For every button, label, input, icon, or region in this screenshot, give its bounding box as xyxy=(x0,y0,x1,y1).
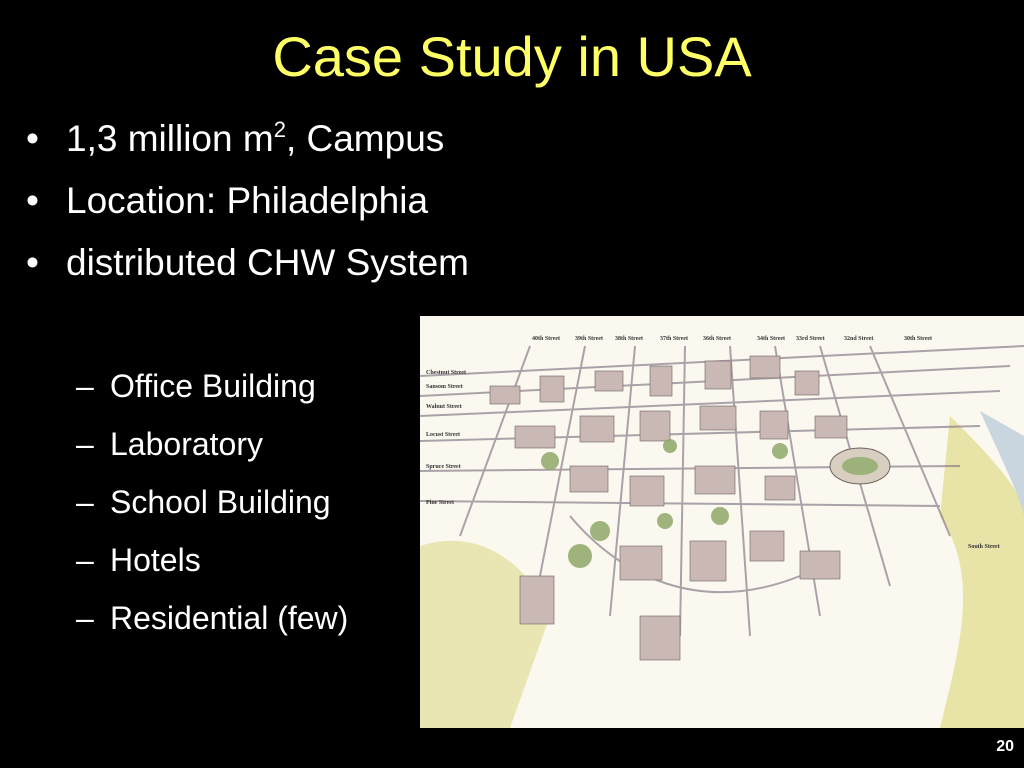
street-line xyxy=(870,346,950,536)
building xyxy=(650,366,672,396)
street-label: 40th Street xyxy=(532,336,561,342)
street-label: 38th Street xyxy=(615,336,644,342)
building xyxy=(640,411,670,441)
building xyxy=(540,376,564,402)
bullet-dot: • xyxy=(26,118,39,159)
sub-bullet-school xyxy=(76,473,348,531)
bullet-location-text: Location: Philadelphia xyxy=(66,180,429,221)
sub-bullet-list xyxy=(76,357,348,647)
building xyxy=(515,426,555,448)
sub-bullet-hotels xyxy=(76,531,348,589)
bullet-system-text: distributed CHW System xyxy=(66,242,469,283)
dash-marker: – xyxy=(76,542,94,578)
street-label: Locust Street xyxy=(426,432,461,438)
tree xyxy=(663,439,677,453)
bullet-area xyxy=(26,108,469,170)
dash-marker: – xyxy=(76,484,94,520)
sub-bullet-laboratory xyxy=(76,415,348,473)
slide-title: Case Study in USA xyxy=(272,25,752,88)
building xyxy=(705,361,731,389)
building xyxy=(695,466,735,494)
sub-bullet-text: Residential (few) xyxy=(110,600,349,636)
building xyxy=(640,616,680,660)
street-label: 32nd Street xyxy=(844,336,874,342)
bullet-system xyxy=(26,232,469,294)
street-label: 33rd Street xyxy=(796,336,825,342)
building xyxy=(570,466,608,492)
sub-bullet-text: Laboratory xyxy=(110,426,263,462)
campus-map-illustration xyxy=(420,316,1024,728)
bullet-area-superscript: 2 xyxy=(273,117,286,142)
tree xyxy=(568,544,592,568)
street-line xyxy=(420,501,940,506)
dash-marker: – xyxy=(76,426,94,462)
street-label: Sansom Street xyxy=(426,384,463,390)
street-label: South Street xyxy=(968,544,1000,550)
building xyxy=(760,411,788,439)
street-label: 39th Street xyxy=(575,336,604,342)
bullet-area-text: 1,3 million m xyxy=(66,118,274,159)
building xyxy=(490,386,520,404)
sub-bullet-residential xyxy=(76,589,348,647)
sub-bullet-text: Office Building xyxy=(110,368,316,404)
bullet-location xyxy=(26,170,469,232)
building xyxy=(815,416,847,438)
tree xyxy=(772,443,788,459)
building xyxy=(750,531,784,561)
sub-bullet-text: School Building xyxy=(110,484,331,520)
sub-bullet-text: Hotels xyxy=(110,542,201,578)
building xyxy=(765,476,795,500)
campus-map-image xyxy=(420,316,1024,728)
bullet-area-suffix: , Campus xyxy=(285,118,445,159)
tree xyxy=(541,452,559,470)
street-label: Walnut Street xyxy=(426,404,462,410)
tree xyxy=(657,513,673,529)
bullet-list xyxy=(26,108,469,294)
sub-bullet-office xyxy=(76,357,348,415)
dash-marker: – xyxy=(76,368,94,404)
street-label: 37th Street xyxy=(660,336,689,342)
street-label: Spruce Street xyxy=(426,464,461,470)
park-area xyxy=(420,541,550,728)
tree xyxy=(711,507,729,525)
dash-marker: – xyxy=(76,600,94,636)
building xyxy=(580,416,614,442)
building xyxy=(690,541,726,581)
street-line xyxy=(680,346,685,636)
slide-number: 20 xyxy=(996,738,1014,755)
building xyxy=(595,371,623,391)
building xyxy=(520,576,554,624)
street-label: 34th Street xyxy=(757,336,786,342)
building-blocks xyxy=(490,356,847,660)
street-label: Chestnut Street xyxy=(426,370,467,376)
street-label: 30th Street xyxy=(904,336,933,342)
building xyxy=(750,356,780,378)
bullet-dot: • xyxy=(26,242,39,283)
street-label: 36th Street xyxy=(703,336,732,342)
tree xyxy=(590,521,610,541)
building xyxy=(795,371,819,395)
building xyxy=(630,476,664,506)
building xyxy=(800,551,840,579)
building xyxy=(620,546,662,580)
bullet-dot: • xyxy=(26,180,39,221)
stadium-field xyxy=(842,457,878,475)
street-label: Pine Street xyxy=(426,500,455,506)
building xyxy=(700,406,736,430)
